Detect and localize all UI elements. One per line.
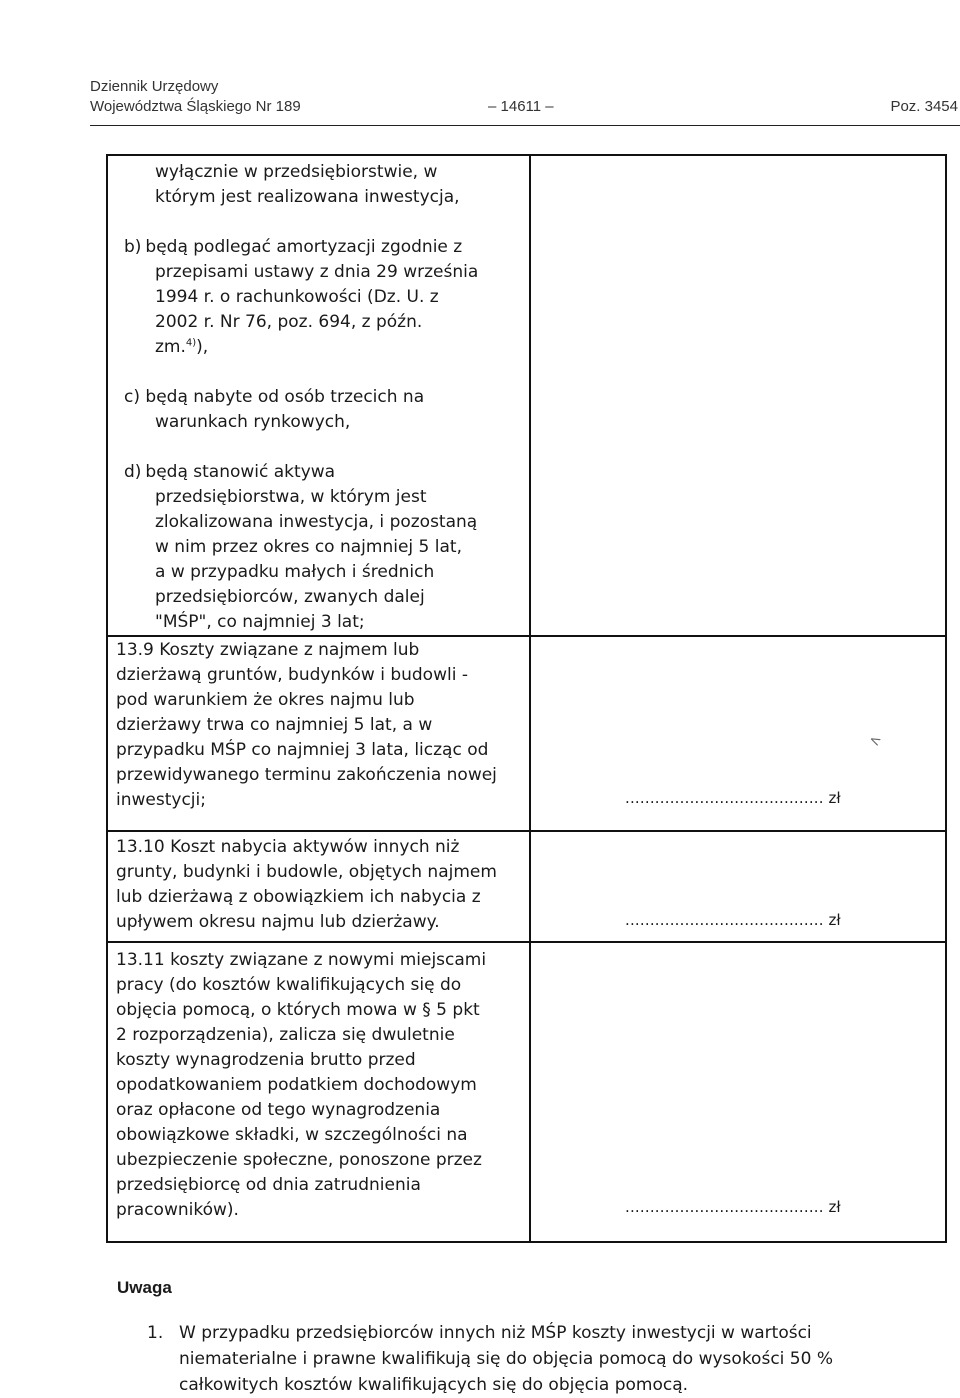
item-text: 1994 r. o rachunkowości (Dz. U. z: [155, 287, 439, 307]
item-text: będą stanowić aktywa: [145, 462, 336, 482]
item-label: b): [124, 237, 142, 257]
publication-name: Dziennik Urzędowy: [90, 78, 219, 95]
amount-field[interactable]: [625, 1198, 841, 1216]
cost-line: dzierżawą gruntów, budynków i budowli -: [116, 665, 468, 685]
table-row: [107, 155, 946, 636]
amount-field[interactable]: [625, 911, 841, 929]
cost-line: 13.10 Koszt nabycia aktywów innych niż: [116, 837, 460, 857]
description-cell: [107, 831, 530, 942]
item-label: c): [124, 387, 140, 407]
list-item-c: [108, 385, 529, 410]
amount-blank: ........................................: [625, 1198, 824, 1216]
cost-line: 13.11 koszty związane z nowymi miejscami: [116, 950, 487, 970]
cost-line: pracowników).: [116, 1200, 239, 1220]
note-number: 1.: [147, 1323, 164, 1343]
item-text-end: zm.: [155, 337, 186, 357]
list-item-d: [108, 460, 529, 485]
item-text: [108, 335, 529, 360]
cost-line: inwestycji;: [116, 790, 206, 810]
cost-line: 2 rozporządzenia), zalicza się dwuletnie: [116, 1025, 455, 1045]
footnote-ref: 4): [185, 337, 197, 349]
cost-line: pracy (do kosztów kwalifikujących się do: [116, 975, 462, 995]
note-line: niematerialne i prawne kwalifikują się do objęcia pomocą do wysokości 50 %: [179, 1349, 833, 1369]
note-heading: Uwaga: [117, 1278, 172, 1297]
cost-line: objęcia pomocą, o których mowa w § 5 pkt: [116, 1000, 480, 1020]
cost-line: upływem okresu najmu lub dzierżawy.: [116, 912, 440, 932]
description-cell: [107, 636, 530, 831]
item-text: warunkach rynkowych,: [155, 412, 351, 432]
note-line: W przypadku przedsiębiorców innych niż MŚP koszty inwestycji w wartości: [179, 1323, 812, 1343]
item-text: będą podlegać amortyzacji zgodnie z: [145, 237, 463, 257]
cost-line: opodatkowaniem podatkiem dochodowym: [116, 1075, 477, 1095]
cost-line: oraz opłacone od tego wynagrodzenia: [116, 1100, 441, 1120]
item-text: przedsiębiorstwa, w którym jest: [155, 487, 427, 507]
cost-line: pod warunkiem że okres najmu lub: [116, 690, 415, 710]
margin-mark: <: [866, 731, 884, 751]
cost-line: przypadku MŚP co najmniej 3 lata, licząc od: [116, 740, 489, 760]
item-text: a w przypadku małych i średnich: [155, 562, 435, 582]
page-header: [90, 78, 958, 124]
item-text: "MŚP", co najmniej 3 lat;: [155, 612, 365, 632]
table-row: [107, 636, 946, 831]
amount-blank: ........................................: [625, 789, 824, 807]
list-item-b: [108, 235, 529, 260]
amount-cell: [530, 831, 946, 942]
note-text: [179, 1320, 833, 1398]
item-text: będą nabyte od osób trzecich na: [145, 387, 425, 407]
position-number: Poz. 3454: [890, 98, 958, 115]
cost-line: dzierżawy trwa co najmniej 5 lat, a w: [116, 715, 433, 735]
cost-line: lub dzierżawą z obowiązkiem ich nabycia z: [116, 887, 481, 907]
cost-line: przedsiębiorcę od dnia zatrudnienia: [116, 1175, 421, 1195]
cost-table: [106, 154, 947, 1243]
amount-field[interactable]: [625, 789, 841, 807]
item-text: zlokalizowana inwestycja, i pozostaną: [155, 512, 478, 532]
currency-unit: zł: [828, 911, 841, 929]
intro-line: którym jest realizowana inwestycja,: [155, 187, 460, 207]
amount-blank: ........................................: [625, 911, 824, 929]
description-cell: [107, 942, 530, 1242]
table-row: [107, 942, 946, 1242]
description-cell: [107, 155, 530, 636]
cost-line: 13.9 Koszty związane z najmem lub: [116, 640, 420, 660]
intro-line: wyłącznie w przedsiębiorstwie, w: [155, 162, 438, 182]
amount-cell: [530, 636, 946, 831]
item-text-tail: ),: [196, 337, 209, 357]
cost-line: grunty, budynki i budowle, objętych najmem: [116, 862, 497, 882]
item-text: 2002 r. Nr 76, poz. 694, z późn.: [155, 312, 423, 332]
cost-line: przewidywanego terminu zakończenia nowej: [116, 765, 497, 785]
table-row: [107, 831, 946, 942]
currency-unit: zł: [828, 789, 841, 807]
cost-line: obowiązkowe składki, w szczególności na: [116, 1125, 468, 1145]
currency-unit: zł: [828, 1198, 841, 1216]
item-text: przedsiębiorców, zwanych dalej: [155, 587, 425, 607]
cost-line: koszty wynagrodzenia brutto przed: [116, 1050, 416, 1070]
header-divider: [90, 125, 960, 126]
item-text: przepisami ustawy z dnia 29 września: [155, 262, 479, 282]
publication-issue: Województwa Śląskiego Nr 189: [90, 98, 301, 115]
amount-cell: [530, 942, 946, 1242]
amount-cell: [530, 155, 946, 636]
page-number: – 14611 –: [488, 98, 554, 115]
item-text: w nim przez okres co najmniej 5 lat,: [155, 537, 462, 557]
note-line: całkowitych kosztów kwalifikujących się do objęcia pomocą.: [179, 1375, 689, 1395]
cost-line: ubezpieczenie społeczne, ponoszone przez: [116, 1150, 482, 1170]
item-label: d): [124, 462, 142, 482]
